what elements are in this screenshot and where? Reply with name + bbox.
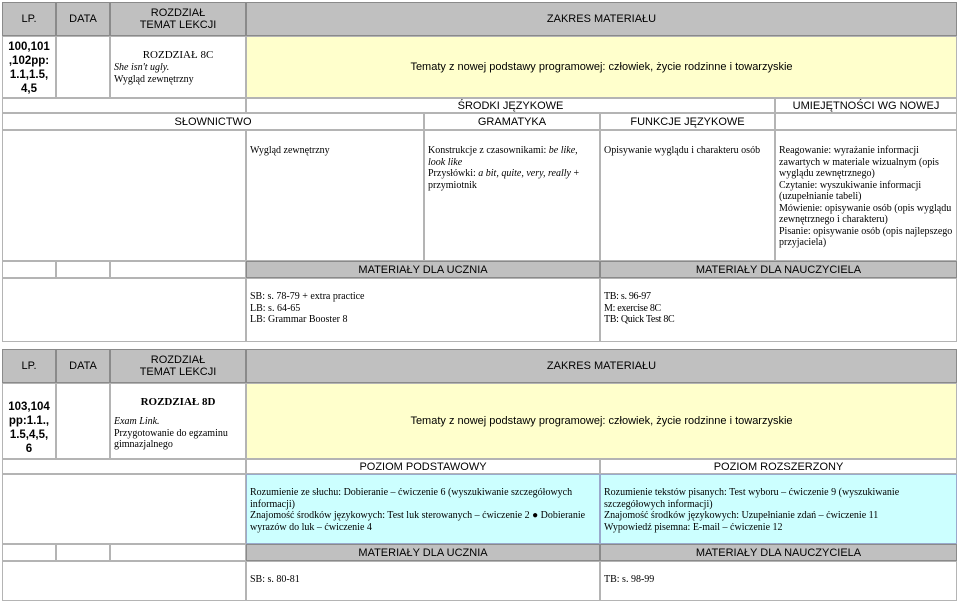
lesson2-blank-c1 bbox=[2, 544, 56, 561]
material-item: SB: s. 78-79 + extra practice bbox=[250, 291, 365, 302]
lesson2-title-cell bbox=[110, 383, 246, 459]
lesson1-umiejetnosci: UMIEJĘTNOŚCI WG NOWEJ bbox=[775, 98, 957, 113]
lesson1-blank-b bbox=[775, 113, 957, 130]
lesson1-blank-d3 bbox=[110, 261, 246, 278]
header-rozdzial: ROZDZIAŁ TEMAT LEKCJI bbox=[110, 2, 246, 36]
lesson1-blank-c bbox=[2, 130, 246, 261]
header-zakres: ZAKRES MATERIAŁU bbox=[246, 2, 957, 36]
lesson2-teacher-materials bbox=[600, 561, 957, 601]
lesson2-date bbox=[56, 383, 110, 459]
extended-item: Znajomość środków językowych: Uzupełnianie zdań – ćwiczenie 11 bbox=[604, 510, 879, 521]
skill-item: Czytanie: wyszukiwanie informacji (uzupełnianie tabeli) bbox=[779, 179, 922, 202]
header-lp: LP. bbox=[2, 2, 56, 36]
basic-item: Znajomość środków językowych: Test luk sterowanych – ćwiczenie 2 ● Dobieranie wyrazów do luk – ćwiczenie 4 bbox=[250, 510, 586, 533]
lesson2-blank-a bbox=[2, 459, 246, 474]
lesson2-blank-d bbox=[2, 561, 246, 601]
lesson1-blank-d1 bbox=[2, 261, 56, 278]
lesson1-rozdzial: ROZDZIAŁ 8C bbox=[142, 49, 214, 61]
lesson1-grammar: Konstrukcje z czasownikami: be like, look like Przysłówki: a bit, quite, very, really + przymiotnik bbox=[424, 130, 600, 261]
lesson2-poziom-rozszerzony: POZIOM ROZSZERZONY bbox=[600, 459, 957, 474]
material-item: LB: s. 64-65 bbox=[250, 302, 301, 314]
lesson2-materialy-ucznia: MATERIAŁY DLA UCZNIA bbox=[246, 544, 600, 561]
lesson2-blank-b bbox=[2, 474, 246, 544]
material-item: SB: s. 80-81 bbox=[250, 574, 300, 585]
lesson2-title: Przygotowanie do egzaminu gimnazjalnego bbox=[114, 427, 228, 450]
lesson2-student-materials bbox=[246, 561, 600, 601]
lesson2-materialy-nauczyciela: MATERIAŁY DLA NAUCZYCIELA bbox=[600, 544, 957, 561]
lesson1-date bbox=[56, 36, 110, 98]
lesson1-teacher-materials bbox=[600, 278, 957, 342]
lesson1-blank-a bbox=[2, 98, 246, 113]
material-item: LB: Grammar Booster 8 bbox=[250, 314, 348, 325]
lesson2-rozdzial: ROZDZIAŁ 8D bbox=[140, 396, 216, 408]
lesson1-vocab: Wygląd zewnętrzny bbox=[246, 130, 424, 261]
extended-item: Rozumienie tekstów pisanych: Test wyboru – ćwiczenie 9 (wyszukiwanie szczegółowych informacji) bbox=[604, 487, 900, 510]
lesson1-title-cell bbox=[110, 36, 246, 98]
lesson1-skills bbox=[775, 130, 957, 261]
lesson1-title: Wygląd zewnętrzny bbox=[114, 73, 194, 85]
lesson1-materialy-ucznia: MATERIAŁY DLA UCZNIA bbox=[246, 261, 600, 278]
material-item: TB: Quick Test 8C bbox=[604, 314, 675, 325]
lesson2-blank-c2 bbox=[56, 544, 110, 561]
skill-item: Pisanie: opisywanie osób (opis najlepszego przyjaciela) bbox=[779, 225, 953, 248]
lesson1-title-italic: She isn't ugly. bbox=[114, 62, 170, 73]
lesson1-student-materials bbox=[246, 278, 600, 342]
lesson1-topic: Tematy z nowej podstawy programowej: człowiek, życie rodzinne i towarzyskie bbox=[246, 36, 957, 98]
header2-data: DATA bbox=[56, 349, 110, 383]
header2-lp: LP. bbox=[2, 349, 56, 383]
lesson1-srodki: ŚRODKI JĘZYKOWE bbox=[246, 98, 775, 113]
header2-zakres: ZAKRES MATERIAŁU bbox=[246, 349, 957, 383]
header2-rozdzial: ROZDZIAŁ TEMAT LEKCJI bbox=[110, 349, 246, 383]
material-item: M: exercise 8C bbox=[604, 302, 661, 314]
material-item: TB: s. 96-97 bbox=[604, 291, 651, 302]
lesson1-gramatyka: GRAMATYKA bbox=[424, 113, 600, 130]
header-data: DATA bbox=[56, 2, 110, 36]
lesson2-topic: Tematy z nowej podstawy programowej: człowiek, życie rodzinne i towarzyskie bbox=[246, 383, 957, 459]
lesson1-slownictwo: SŁOWNICTWO bbox=[2, 113, 424, 130]
lesson2-basic bbox=[246, 474, 600, 544]
lesson1-lp: 100,101 ,102pp: 1.1,1.5, 4,5 bbox=[2, 36, 56, 98]
extended-item: Wypowiedź pisemna: E-mail – ćwiczenie 12 bbox=[604, 521, 783, 533]
lesson2-title-italic: Exam Link. bbox=[114, 416, 160, 427]
skill-item: Reagowanie: wyrażanie informacji zawartych w materiale wizualnym (opis wyglądu zewnętrznego) bbox=[779, 145, 939, 179]
lesson2-extended bbox=[600, 474, 957, 544]
lesson2-poziom-podstawowy: POZIOM PODSTAWOWY bbox=[246, 459, 600, 474]
lesson1-blank-e bbox=[2, 278, 246, 342]
lesson1-blank-d2 bbox=[56, 261, 110, 278]
lesson2-lp: 103,104 pp:1.1., 1.5,4,5, 6 bbox=[2, 383, 56, 459]
basic-item: Rozumienie ze słuchu: Dobieranie – ćwiczenie 6 (wyszukiwanie szczegółowych informacji) bbox=[250, 487, 573, 510]
lesson2-blank-c3 bbox=[110, 544, 246, 561]
lesson1-materialy-nauczyciela: MATERIAŁY DLA NAUCZYCIELA bbox=[600, 261, 957, 278]
skill-item: Mówienie: opisywanie osób (opis wyglądu zewnętrznego i charakteru) bbox=[779, 202, 952, 225]
material-item: TB: s. 98-99 bbox=[604, 574, 655, 585]
lesson1-funkcje: FUNKCJE JĘZYKOWE bbox=[600, 113, 775, 130]
lesson1-functions: Opisywanie wyglądu i charakteru osób bbox=[600, 130, 775, 261]
